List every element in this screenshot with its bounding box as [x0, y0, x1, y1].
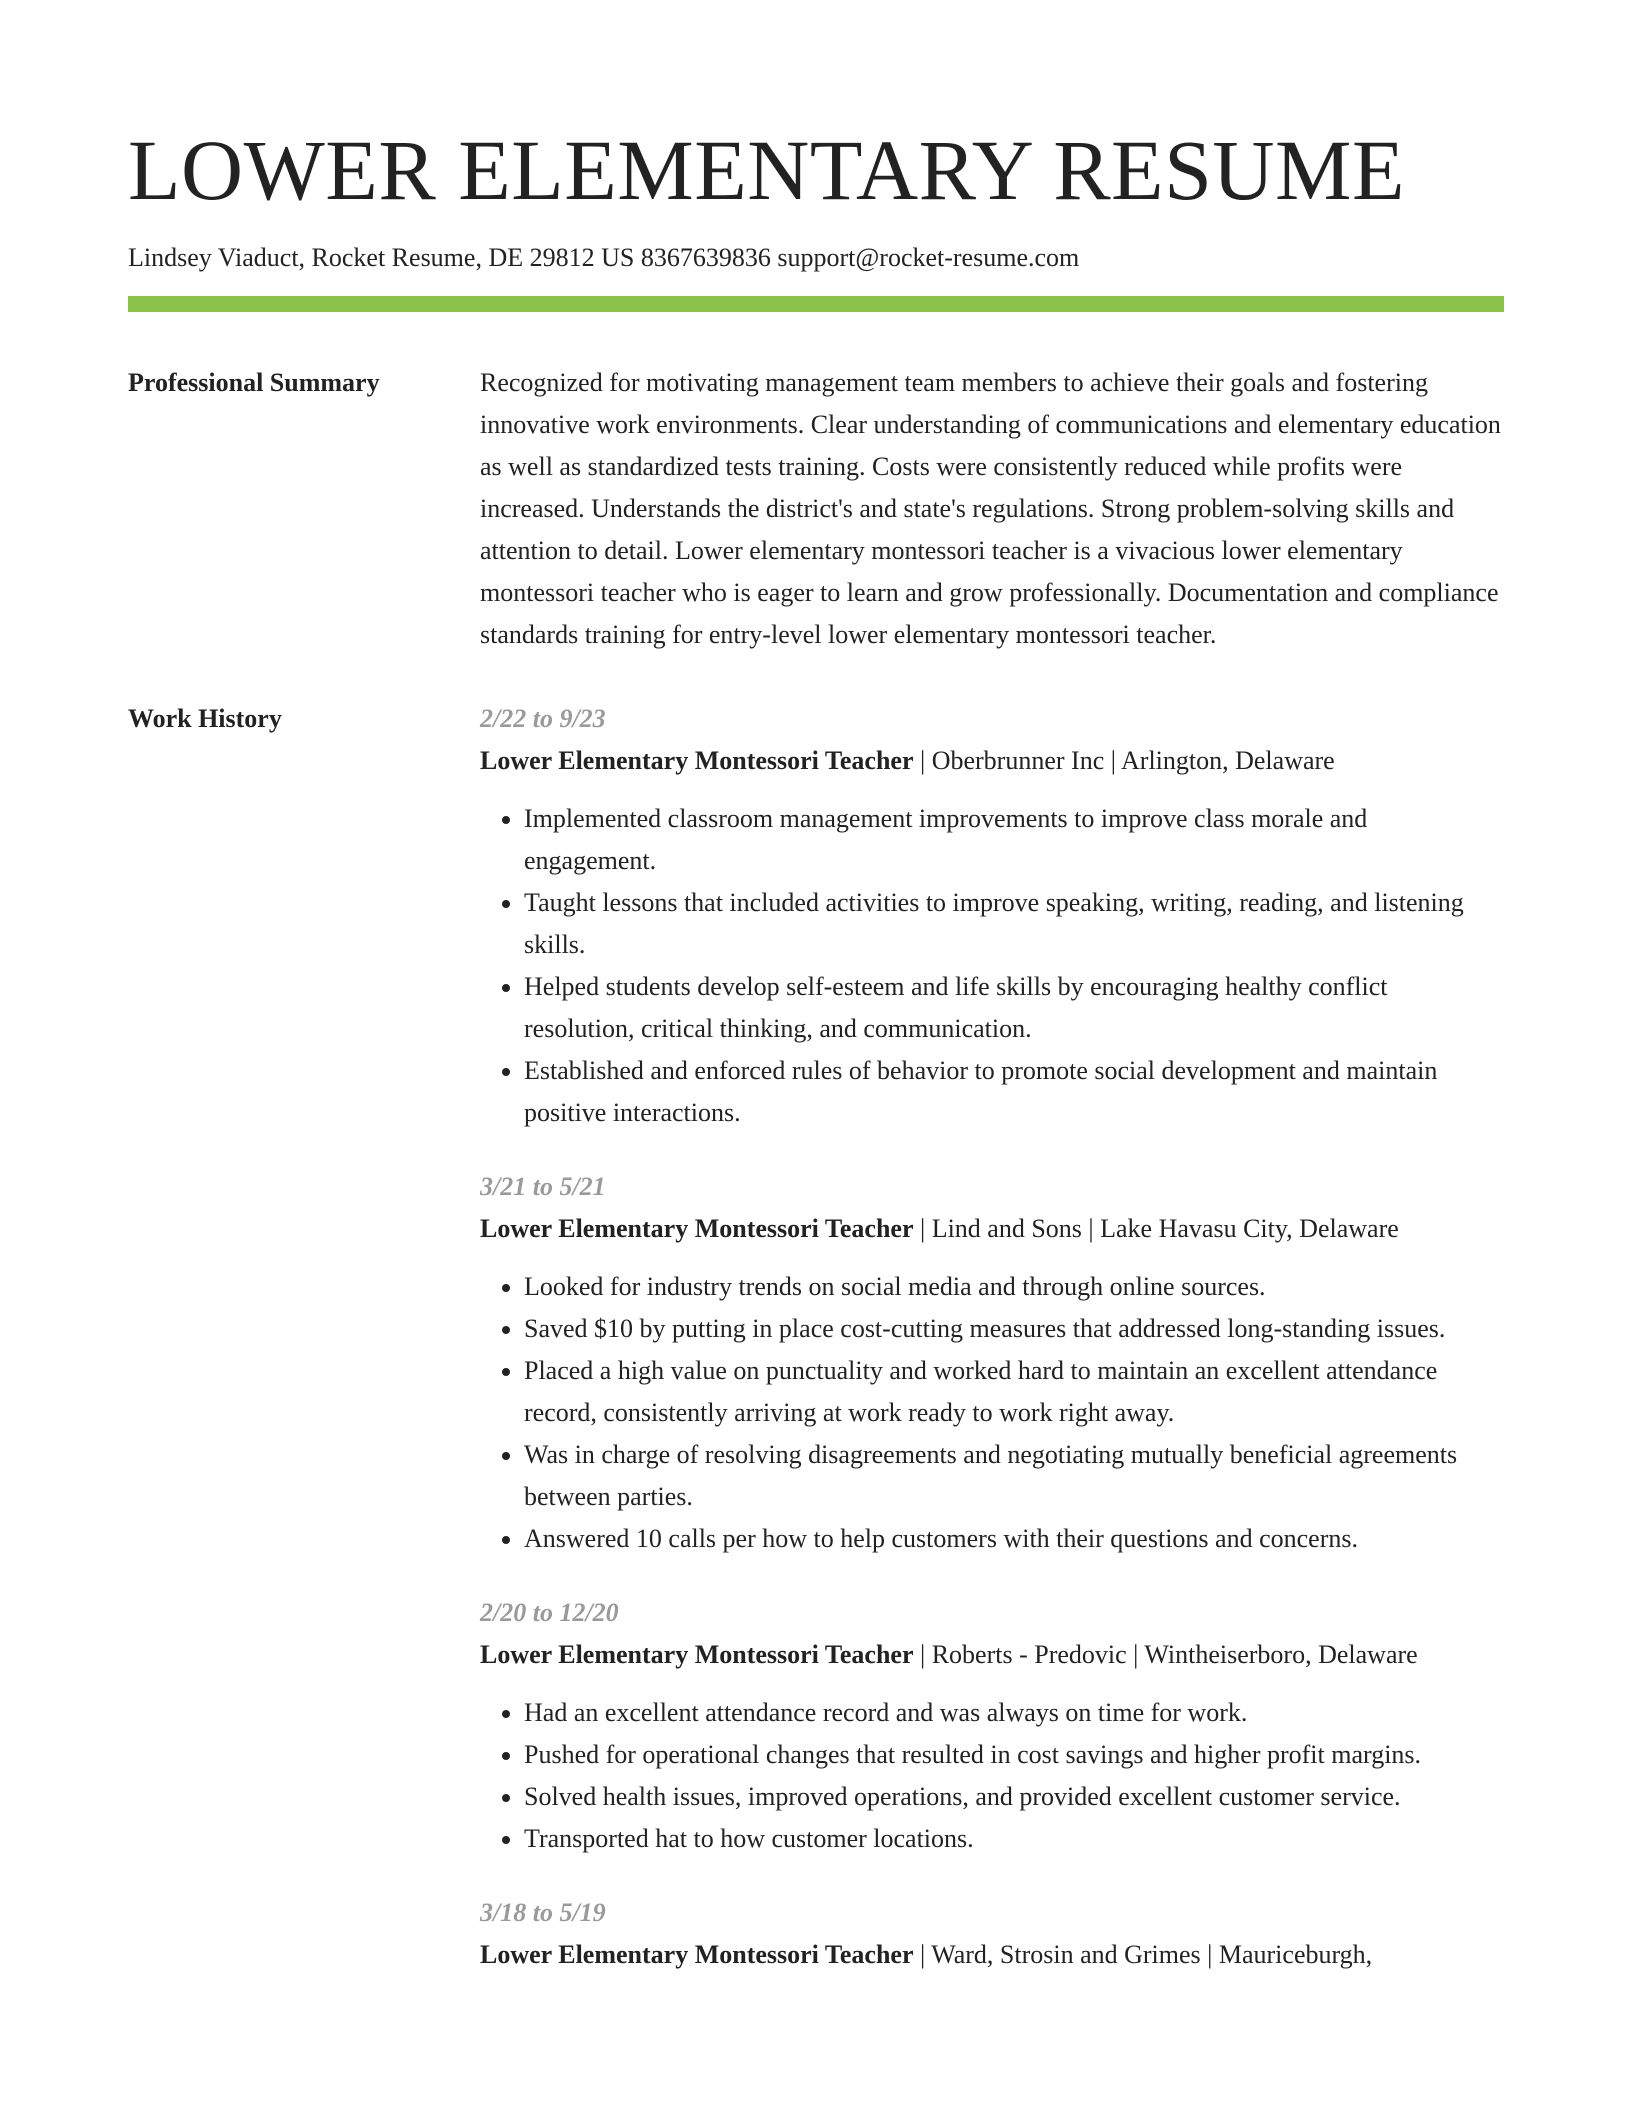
job-bullet: • Answered 10 calls per how to help customers with their questions and concerns.	[524, 1518, 1504, 1560]
work-history-section	[128, 698, 1504, 2008]
job-entry	[480, 1166, 1504, 1560]
resume-title: LOWER ELEMENTARY RESUME	[128, 122, 1406, 218]
job-bullet: • Looked for industry trends on social media and through online sources.	[524, 1266, 1504, 1308]
job-bullet-list	[480, 1692, 1504, 1860]
job-bullet-list	[480, 1266, 1504, 1560]
job-heading	[480, 1208, 1504, 1250]
summary-body	[480, 362, 1504, 656]
job-entry	[480, 1592, 1504, 1860]
job-bullet: • Was in charge of resolving disagreements and negotiating mutually beneficial agreements between parties.	[524, 1434, 1504, 1518]
job-dates: 3/21 to 5/21	[480, 1172, 606, 1201]
job-bullet: • Placed a high value on punctuality and worked hard to maintain an excellent attendance record, consistently arriving at work ready to work right away.	[524, 1350, 1504, 1434]
job-bullet: • Had an excellent attendance record and was always on time for work.	[524, 1692, 1504, 1734]
job-company-location: | Lind and Sons | Lake Havasu City, Delaware	[913, 1214, 1399, 1243]
job-bullet: • Solved health issues, improved operations, and provided excellent customer service.	[524, 1776, 1504, 1818]
resume-page	[128, 0, 1504, 2008]
job-bullet: • Established and enforced rules of behavior to promote social development and maintain positive interactions.	[524, 1050, 1504, 1134]
summary-section	[128, 362, 1504, 656]
job-dates: 3/18 to 5/19	[480, 1898, 606, 1927]
job-heading	[480, 1634, 1504, 1676]
section-label-summary: Professional Summary	[128, 368, 380, 397]
contact-line: Lindsey Viaduct, Rocket Resume, DE 29812 US 8367639836 support@rocket-resume.com	[128, 243, 1080, 272]
job-heading	[480, 1934, 1504, 1976]
job-title: Lower Elementary Montessori Teacher	[480, 1214, 914, 1243]
job-heading	[480, 740, 1504, 782]
section-label-work-history: Work History	[128, 704, 282, 733]
job-entry	[480, 1892, 1504, 1976]
job-dates: 2/22 to 9/23	[480, 704, 606, 733]
work-history-body	[480, 698, 1504, 2008]
job-company-location: | Ward, Strosin and Grimes | Mauriceburgh,	[913, 1940, 1373, 1969]
job-bullet: • Saved $10 by putting in place cost-cutting measures that addressed long-standing issues.	[524, 1308, 1504, 1350]
job-company-location: | Roberts - Predovic | Wintheiserboro, Delaware	[913, 1640, 1418, 1669]
job-bullet: • Implemented classroom management improvements to improve class morale and engagement.	[524, 798, 1504, 882]
job-entry	[480, 698, 1504, 1134]
accent-divider	[128, 296, 1504, 312]
job-company-location: | Oberbrunner Inc | Arlington, Delaware	[913, 746, 1335, 775]
job-bullet: • Helped students develop self-esteem and life skills by encouraging healthy conflict resolution, critical thinking, and communication.	[524, 966, 1504, 1050]
job-bullet-list	[480, 798, 1504, 1134]
job-title: Lower Elementary Montessori Teacher	[480, 1940, 914, 1969]
job-title: Lower Elementary Montessori Teacher	[480, 746, 914, 775]
job-bullet: • Transported hat to how customer locations.	[524, 1818, 1504, 1860]
job-title: Lower Elementary Montessori Teacher	[480, 1640, 914, 1669]
job-bullet: • Pushed for operational changes that resulted in cost savings and higher profit margins.	[524, 1734, 1504, 1776]
summary-text: Recognized for motivating management team members to achieve their goals and fostering innovative work environments. Clear understanding of communications and elementary education as well as standardized tests training. Costs were consistently reduced while profits were increased. Understands the district's and state's regulations. Strong problem-solving skills and attention to detail. Lower elementary montessori teacher is a vivacious lower elementary montessori teacher who is eager to learn and grow professionally. Documentation and compliance standards training for entry-level lower elementary montessori teacher.	[480, 368, 1501, 649]
job-bullet: • Taught lessons that included activities to improve speaking, writing, reading, and listening skills.	[524, 882, 1504, 966]
job-dates: 2/20 to 12/20	[480, 1598, 619, 1627]
